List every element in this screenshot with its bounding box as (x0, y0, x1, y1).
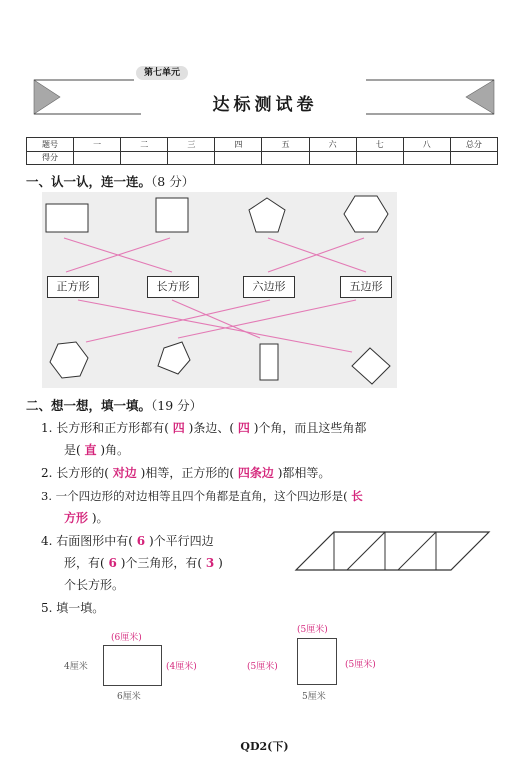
question-text: 长方形和正方形都有( (56, 421, 169, 435)
square-figure (297, 638, 337, 685)
question-4 (41, 533, 214, 549)
label-rectangle: 长方形 (147, 276, 199, 298)
rect-left-dimension: 4厘米 (64, 662, 88, 672)
answer-text: 四 (237, 421, 250, 435)
question-4-line2 (64, 555, 223, 571)
bottom-hexagon-shape (50, 342, 88, 378)
score-header-cell: 六 (309, 138, 356, 152)
answer-text: 6 (108, 556, 117, 570)
score-cell[interactable] (74, 151, 121, 165)
top-square-shape (156, 198, 188, 232)
rectangle-figure (103, 645, 162, 686)
question-text: )都相等。 (277, 466, 331, 480)
question-text: )个三角形，有( (120, 556, 203, 570)
question-text: 形，有( (64, 556, 105, 570)
question-text: ) (218, 556, 223, 570)
score-header-cell: 八 (403, 138, 450, 152)
question-text: 个长方形。 (64, 578, 125, 592)
score-cell[interactable] (450, 151, 497, 165)
question-text: 右面图形中有( (56, 534, 133, 548)
rect-top-dimension: (6厘米) (111, 633, 142, 643)
page-footer: QD2(下) (240, 740, 289, 753)
square-bottom-dimension: 5厘米 (302, 692, 326, 702)
score-header-cell: 四 (215, 138, 262, 152)
score-header-cell: 一 (74, 138, 121, 152)
right-arrow-icon (466, 80, 494, 114)
score-cell[interactable] (356, 151, 403, 165)
question-text: )个角，而且这些角都 (253, 421, 367, 435)
score-header-cell: 总分 (450, 138, 497, 152)
rect-bottom-dimension: 6厘米 (117, 692, 141, 702)
score-table (26, 137, 498, 165)
square-top-dimension: (5厘米) (297, 625, 328, 635)
square-right-dimension: (5厘米) (345, 660, 376, 670)
score-header-cell: 五 (262, 138, 309, 152)
top-rectangle-shape (46, 204, 88, 232)
answer-text: 直 (84, 443, 97, 457)
answer-text: 方形 (64, 511, 89, 525)
question-text: 长方形的( (56, 466, 109, 480)
question-number: 1. (41, 421, 53, 435)
section2-heading (26, 396, 202, 414)
question-text: 填一填。 (56, 601, 105, 615)
question-number: 5. (41, 601, 53, 615)
score-cell[interactable] (403, 151, 450, 165)
section2-title: 二、想一想，填一填。 (26, 398, 152, 413)
section1-heading (26, 172, 194, 190)
score-cell[interactable] (262, 151, 309, 165)
question-1 (41, 420, 366, 436)
question-4-line3 (64, 577, 124, 593)
question-3-continued (64, 510, 109, 526)
score-cell[interactable] (121, 151, 168, 165)
question-number: 2. (41, 466, 53, 480)
unit-tag: 第七单元 (136, 66, 188, 80)
top-pentagon-shape (249, 198, 285, 232)
score-header-cell: 七 (356, 138, 403, 152)
score-header-cell: 二 (121, 138, 168, 152)
left-arrow-icon (34, 80, 60, 114)
question-text: )个平行四边 (148, 534, 214, 548)
question-text: )。 (91, 511, 109, 525)
rect-right-dimension: (4厘米) (166, 662, 197, 672)
figure-line (398, 532, 436, 570)
answer-text: 四条边 (237, 466, 274, 480)
score-header-cell: 三 (168, 138, 215, 152)
answer-text: 对边 (112, 466, 137, 480)
score-row-label: 得分 (27, 151, 74, 165)
bottom-square-shape (352, 348, 390, 384)
top-hexagon-shape (344, 196, 388, 232)
label-pentagon: 五边形 (340, 276, 392, 298)
section1-title: 一、认一认，连一连。 (26, 174, 152, 189)
page-title: 达标测试卷 (212, 95, 318, 115)
question-3 (41, 488, 363, 504)
bottom-pentagon-shape (158, 342, 190, 374)
answer-text: 四 (172, 421, 185, 435)
score-cell[interactable] (215, 151, 262, 165)
match-line (178, 300, 356, 338)
question-number: 3. (41, 489, 52, 503)
parallelogram-outline (296, 532, 489, 570)
figure-line (347, 532, 385, 570)
match-line (78, 300, 352, 352)
answer-text: 3 (205, 556, 215, 570)
answer-text: 6 (136, 534, 146, 548)
question-1-continued (64, 442, 129, 458)
label-hexagon: 六边形 (243, 276, 295, 298)
section2-points: （19 分） (151, 398, 203, 413)
question-text: )条边、( (188, 421, 235, 435)
question-2 (41, 465, 330, 481)
score-cell[interactable] (168, 151, 215, 165)
section1-points: （8 分） (151, 174, 195, 189)
score-header-cell: 题号 (27, 138, 74, 152)
question-text: 一个四边形的对边相等且四个角都是直角，这个四边形是( (55, 489, 348, 503)
score-cell[interactable] (309, 151, 356, 165)
question-text: )角。 (100, 443, 130, 457)
parallelogram-figure (294, 530, 492, 572)
label-square: 正方形 (47, 276, 99, 298)
question-text: 是( (64, 443, 81, 457)
question-5 (41, 600, 104, 616)
answer-text: 长 (351, 489, 363, 503)
question-text: )相等，正方形的( (140, 466, 235, 480)
question-number: 4. (41, 534, 53, 548)
square-left-dimension: (5厘米) (247, 662, 278, 672)
bottom-rectangle-shape (260, 344, 278, 380)
